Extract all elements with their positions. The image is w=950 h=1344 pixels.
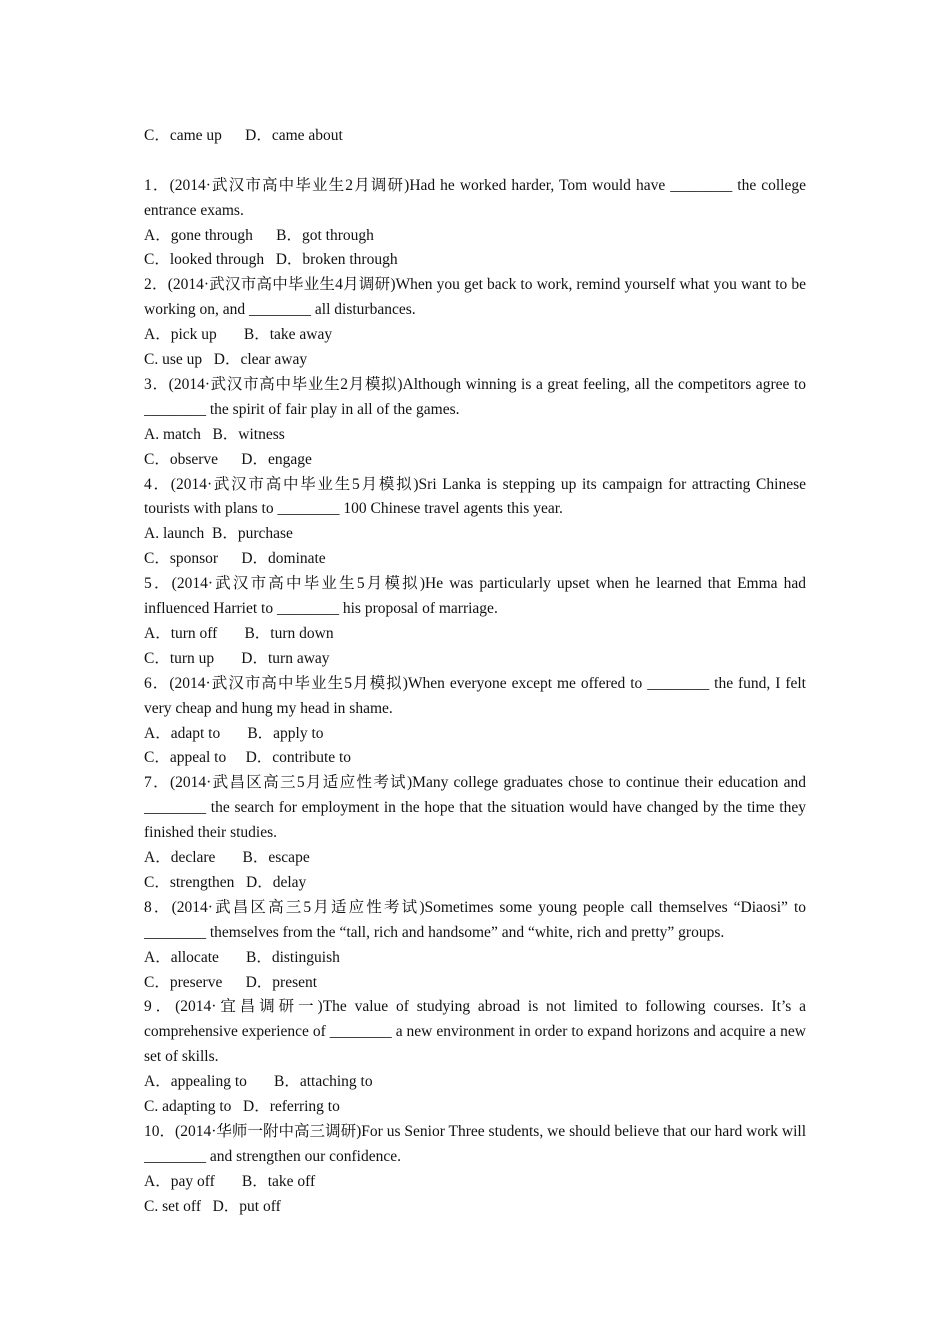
exam-page	[144, 124, 806, 1220]
question-stem: 1．(2014·武汉市高中毕业生2月调研)Had he worked harder, Tom would have ________ the college entrance exams.	[144, 176, 806, 219]
question-item	[144, 373, 806, 473]
answer-options-row: C．turn up D．turn away	[144, 649, 330, 667]
answer-options-row: C．observe D．engage	[144, 450, 312, 468]
answer-options-row: C．appeal to D．contribute to	[144, 749, 352, 767]
answer-options-row: C. set off D．put off	[144, 1197, 281, 1215]
previous-question-options: C．came up D．came about	[144, 127, 343, 144]
answer-options-row: A．adapt to B．apply to	[144, 724, 324, 742]
question-stem: 7．(2014·武昌区高三5月适应性考试)Many college graduates chose to continue their education and ________ the search for employment in the hope that the situation would have changed by the time they finished their studies.	[144, 774, 806, 842]
answer-options-row: A．turn off B．turn down	[144, 624, 334, 642]
question-item	[144, 1120, 806, 1220]
question-stem: 3．(2014·武汉市高中毕业生2月模拟)Although winning is a great feeling, all the competitors agree to ________ the spirit of fair play in all of the games.	[144, 375, 806, 418]
question-stem: 10．(2014·华师一附中高三调研)For us Senior Three students, we should believe that our hard work will ________ and strengthen our confidence.	[144, 1122, 806, 1165]
question-stem: 2．(2014·武汉市高中毕业生4月调研)When you get back to work, remind yourself what you want to be working on, and ________ all disturbances.	[144, 276, 806, 319]
question-stem: 4．(2014·武汉市高中毕业生5月模拟)Sri Lanka is stepping up its campaign for attracting Chinese tourists with plans to ________ 100 Chinese travel agents this year.	[144, 475, 806, 518]
question-item	[144, 174, 806, 274]
question-item	[144, 771, 806, 896]
question-item	[144, 995, 806, 1120]
answer-options-row: A．appealing to B．attaching to	[144, 1073, 373, 1091]
question-stem: 6．(2014·武汉市高中毕业生5月模拟)When everyone except me offered to ________ the fund, I felt very cheap and hung my head in shame.	[144, 674, 806, 717]
answer-options-row: C. use up D．clear away	[144, 351, 308, 369]
question-item	[144, 572, 806, 672]
answer-options-row: A. launch B．purchase	[144, 525, 293, 543]
answer-options-row: A．allocate B．distinguish	[144, 948, 340, 966]
answer-options-row: C．strengthen D．delay	[144, 873, 307, 891]
answer-options-row: A．pay off B．take off	[144, 1172, 316, 1190]
question-item	[144, 672, 806, 772]
question-stem: 5．(2014·武汉市高中毕业生5月模拟)He was particularly upset when he learned that Emma had influenced Harriet to ________ his proposal of marriage.	[144, 575, 806, 618]
answer-options-row: A．gone through B．got through	[144, 226, 374, 244]
answer-options-row: A．declare B．escape	[144, 849, 310, 867]
answer-options-row: C．preserve D．present	[144, 973, 318, 991]
answer-options-row: C．looked through D．broken through	[144, 251, 398, 269]
question-item	[144, 896, 806, 996]
answer-options-row: A．pick up B．take away	[144, 326, 333, 344]
question-stem: 9．(2014·宜昌调研一)The value of studying abroad is not limited to following courses. It’s a comprehensive experience of ________ a new environment in order to expand horizons and acquire a new set of skills.	[144, 998, 806, 1066]
answer-options-row: A. match B．witness	[144, 425, 285, 443]
answer-options-row: C．sponsor D．dominate	[144, 550, 326, 568]
question-item	[144, 473, 806, 573]
spacer	[144, 149, 806, 174]
answer-options-row: C. adapting to D．referring to	[144, 1098, 340, 1116]
question-stem: 8．(2014·武昌区高三5月适应性考试)Sometimes some young people call themselves “Diaosi” to ________ themselves from the “tall, rich and handsome” and “white, rich and pretty” groups.	[144, 898, 806, 941]
question-list	[144, 174, 806, 1220]
question-item	[144, 273, 806, 373]
